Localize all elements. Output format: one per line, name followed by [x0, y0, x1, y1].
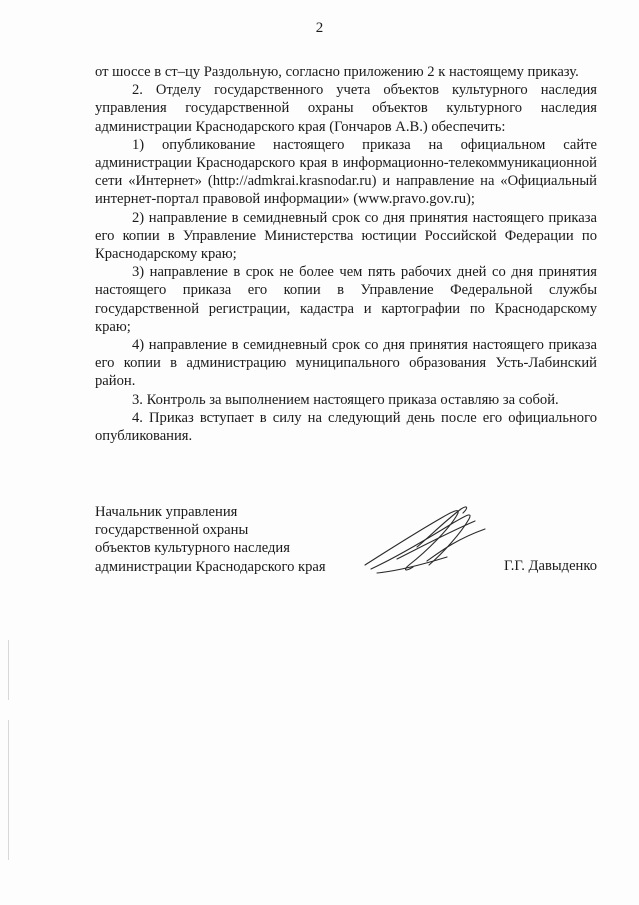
signer-title-line: объектов культурного наследия: [95, 540, 290, 557]
signer-title-line: Начальник управления: [95, 504, 238, 520]
scan-edge-mark: [8, 720, 9, 860]
handwritten-signature: [357, 499, 497, 579]
document-body: [95, 63, 597, 445]
signer-title-line: государственной охраны: [95, 522, 249, 539]
page-number: 2: [315, 20, 324, 36]
signature-block: [95, 503, 597, 576]
paragraph-item-2: 2. Отделу государственного учета объектов культурного наследия управления государственной охраны объектов культурного наследия администрации Краснодарского края (Гончаров А.В.) обеспечить:: [95, 82, 597, 135]
paragraph-subitem-3: 3) направление в срок не более чем пять рабочих дней со дня принятия настоящего приказа его копии в Управление Федеральной службы государственной регистрации, кадастра и картографии по Краснодарскому краю;: [95, 264, 597, 335]
paragraph-item-4: 4. Приказ вступает в силу на следующий день после его официального опубликования.: [95, 409, 597, 445]
signer-name: Г.Г. Давыденко: [503, 558, 597, 574]
paragraph-subitem-1: 1) опубликование настоящего приказа на официальном сайте администрации Краснодарского края в информационно-телекоммуникационной сети «Интернет» (http://admkrai.krasnodar.ru) и направление на «Официальный интернет-портал правовой информации» (www.pravo.gov.ru);: [95, 136, 597, 208]
paragraph-continuation: от шоссе в ст–цу Раздольную, согласно приложению 2 к настоящему приказу.: [95, 64, 579, 80]
signer-title-line: администрации Краснодарского края: [95, 558, 326, 575]
scan-edge-mark: [8, 640, 9, 700]
paragraph-item-3: 3. Контроль за выполнением настоящего приказа оставляю за собой.: [132, 391, 559, 408]
paragraph-subitem-2: 2) направление в семидневный срок со дня принятия настоящего приказа его копии в Управление Министерства юстиции Российской Федерации по Краснодарскому краю;: [95, 209, 597, 263]
paragraph-subitem-4: 4) направление в семидневный срок со дня принятия настоящего приказа его копии в администрацию муниципального образования Усть-Лабинский район.: [95, 337, 597, 390]
